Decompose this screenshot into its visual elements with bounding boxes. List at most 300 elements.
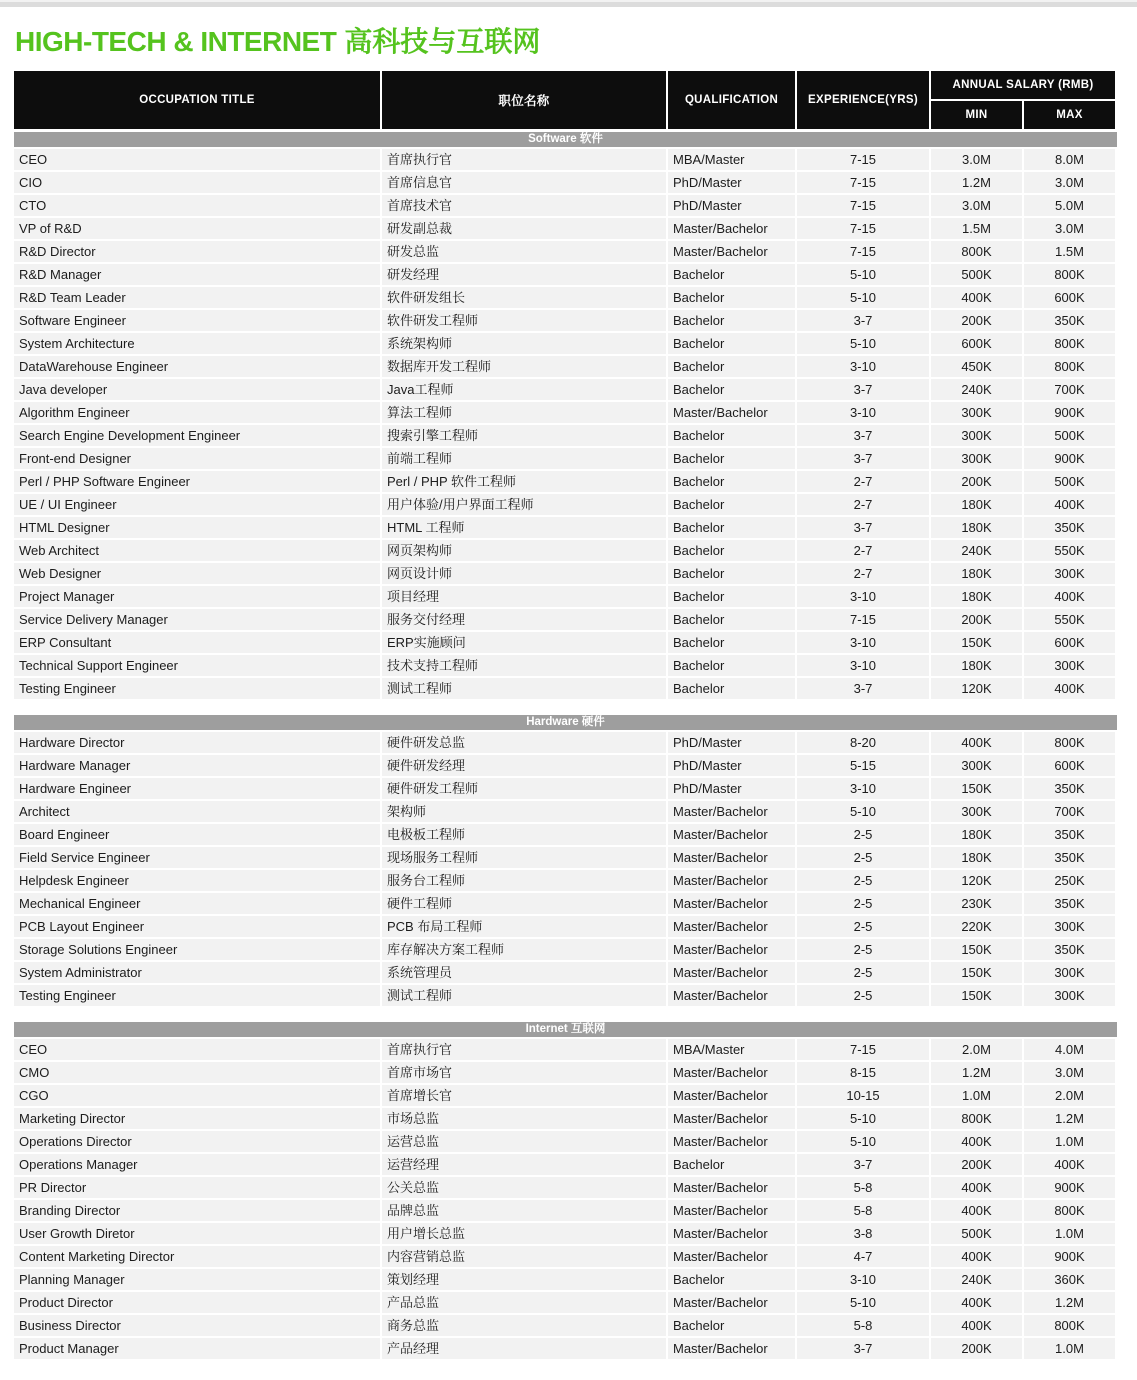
table-row <box>14 655 1117 676</box>
cell-qualification: Bachelor <box>668 333 795 354</box>
table-row <box>14 287 1117 308</box>
cell-salary-max: 300K <box>1024 985 1115 1006</box>
cell-qualification: Master/Bachelor <box>668 1246 795 1267</box>
cell-salary-min: 180K <box>931 847 1022 868</box>
table-row <box>14 916 1117 937</box>
cell-qualification: PhD/Master <box>668 755 795 776</box>
cell-salary-max: 4.0M <box>1024 1039 1115 1060</box>
cell-qualification: Bachelor <box>668 655 795 676</box>
cell-qualification: Bachelor <box>668 563 795 584</box>
cell-salary-max: 350K <box>1024 778 1115 799</box>
cell-chinese-name: 运营经理 <box>382 1154 666 1175</box>
cell-experience: 3-10 <box>797 402 929 423</box>
table-row <box>14 632 1117 653</box>
cell-qualification: Master/Bachelor <box>668 1292 795 1313</box>
cell-occupation: Hardware Manager <box>14 755 380 776</box>
cell-salary-min: 300K <box>931 425 1022 446</box>
cell-salary-max: 800K <box>1024 1315 1115 1336</box>
cell-qualification: Master/Bachelor <box>668 939 795 960</box>
cell-qualification: PhD/Master <box>668 778 795 799</box>
table-row <box>14 678 1117 699</box>
cell-chinese-name: 库存解决方案工程师 <box>382 939 666 960</box>
cell-salary-max: 550K <box>1024 540 1115 561</box>
cell-salary-min: 240K <box>931 379 1022 400</box>
table-row <box>14 218 1117 239</box>
cell-chinese-name: HTML 工程师 <box>382 517 666 538</box>
cell-experience: 7-15 <box>797 1039 929 1060</box>
cell-qualification: MBA/Master <box>668 1039 795 1060</box>
cell-salary-max: 500K <box>1024 471 1115 492</box>
cell-salary-max: 900K <box>1024 448 1115 469</box>
cell-experience: 3-7 <box>797 678 929 699</box>
cell-experience: 7-15 <box>797 609 929 630</box>
cell-occupation: Product Manager <box>14 1338 380 1359</box>
cell-occupation: Planning Manager <box>14 1269 380 1290</box>
table-row <box>14 778 1117 799</box>
cell-experience: 5-8 <box>797 1177 929 1198</box>
cell-salary-min: 150K <box>931 632 1022 653</box>
cell-chinese-name: 前端工程师 <box>382 448 666 469</box>
table-row <box>14 356 1117 377</box>
cell-chinese-name: PCB 布局工程师 <box>382 916 666 937</box>
cell-salary-max: 300K <box>1024 563 1115 584</box>
table-row <box>14 402 1117 423</box>
cell-qualification: Master/Bachelor <box>668 218 795 239</box>
cell-salary-min: 120K <box>931 870 1022 891</box>
cell-chinese-name: 研发总监 <box>382 241 666 262</box>
cell-salary-max: 400K <box>1024 494 1115 515</box>
cell-occupation: Web Designer <box>14 563 380 584</box>
cell-salary-max: 800K <box>1024 264 1115 285</box>
cell-occupation: Web Architect <box>14 540 380 561</box>
cell-salary-max: 400K <box>1024 678 1115 699</box>
cell-occupation: Operations Director <box>14 1131 380 1152</box>
cell-salary-max: 3.0M <box>1024 172 1115 193</box>
cell-occupation: CIO <box>14 172 380 193</box>
cell-chinese-name: 服务台工程师 <box>382 870 666 891</box>
cell-chinese-name: 首席技术官 <box>382 195 666 216</box>
table-row <box>14 586 1117 607</box>
cell-occupation: Java developer <box>14 379 380 400</box>
cell-salary-max: 250K <box>1024 870 1115 891</box>
cell-occupation: Business Director <box>14 1315 380 1336</box>
cell-experience: 8-15 <box>797 1062 929 1083</box>
cell-experience: 3-10 <box>797 1269 929 1290</box>
cell-experience: 3-7 <box>797 310 929 331</box>
cell-salary-max: 1.0M <box>1024 1131 1115 1152</box>
table-row <box>14 755 1117 776</box>
cell-salary-min: 120K <box>931 678 1022 699</box>
table-row <box>14 149 1117 170</box>
cell-salary-min: 200K <box>931 471 1022 492</box>
section-header: Hardware 硬件 <box>14 715 1117 730</box>
cell-chinese-name: 测试工程师 <box>382 985 666 1006</box>
cell-chinese-name: 商务总监 <box>382 1315 666 1336</box>
cell-salary-max: 1.2M <box>1024 1292 1115 1313</box>
cell-occupation: Helpdesk Engineer <box>14 870 380 891</box>
cell-chinese-name: 用户体验/用户界面工程师 <box>382 494 666 515</box>
column-header-chinese-name: 职位名称 <box>382 71 666 129</box>
cell-experience: 3-10 <box>797 356 929 377</box>
cell-experience: 5-10 <box>797 1292 929 1313</box>
cell-qualification: Master/Bachelor <box>668 1108 795 1129</box>
cell-salary-min: 3.0M <box>931 195 1022 216</box>
cell-salary-max: 700K <box>1024 379 1115 400</box>
cell-qualification: Master/Bachelor <box>668 1200 795 1221</box>
cell-experience: 5-10 <box>797 264 929 285</box>
cell-qualification: Bachelor <box>668 310 795 331</box>
cell-chinese-name: 软件研发组长 <box>382 287 666 308</box>
cell-chinese-name: 首席市场官 <box>382 1062 666 1083</box>
cell-chinese-name: 算法工程师 <box>382 402 666 423</box>
cell-occupation: CMO <box>14 1062 380 1083</box>
cell-salary-max: 1.5M <box>1024 241 1115 262</box>
column-header-qualification: QUALIFICATION <box>668 71 795 129</box>
cell-salary-max: 300K <box>1024 962 1115 983</box>
cell-occupation: Technical Support Engineer <box>14 655 380 676</box>
table-row <box>14 471 1117 492</box>
cell-occupation: Branding Director <box>14 1200 380 1221</box>
cell-salary-max: 350K <box>1024 824 1115 845</box>
cell-qualification: PhD/Master <box>668 195 795 216</box>
cell-occupation: Hardware Director <box>14 732 380 753</box>
cell-salary-max: 350K <box>1024 893 1115 914</box>
cell-salary-max: 500K <box>1024 425 1115 446</box>
cell-salary-max: 900K <box>1024 402 1115 423</box>
cell-salary-max: 800K <box>1024 356 1115 377</box>
column-header-salary-max: MAX <box>1024 101 1115 129</box>
cell-experience: 2-5 <box>797 939 929 960</box>
cell-experience: 8-20 <box>797 732 929 753</box>
cell-experience: 10-15 <box>797 1085 929 1106</box>
table-row <box>14 732 1117 753</box>
table-row <box>14 241 1117 262</box>
cell-experience: 5-10 <box>797 287 929 308</box>
cell-experience: 3-7 <box>797 425 929 446</box>
cell-qualification: Bachelor <box>668 586 795 607</box>
cell-experience: 3-8 <box>797 1223 929 1244</box>
cell-chinese-name: 服务交付经理 <box>382 609 666 630</box>
cell-salary-min: 180K <box>931 517 1022 538</box>
cell-salary-min: 800K <box>931 1108 1022 1129</box>
cell-occupation: Field Service Engineer <box>14 847 380 868</box>
cell-salary-min: 200K <box>931 1154 1022 1175</box>
cell-salary-min: 180K <box>931 824 1022 845</box>
cell-qualification: Master/Bachelor <box>668 870 795 891</box>
cell-occupation: CEO <box>14 149 380 170</box>
cell-experience: 5-15 <box>797 755 929 776</box>
cell-salary-max: 800K <box>1024 1200 1115 1221</box>
column-header-salary-min: MIN <box>931 101 1022 129</box>
table-row <box>14 962 1117 983</box>
cell-salary-max: 900K <box>1024 1177 1115 1198</box>
cell-salary-min: 200K <box>931 609 1022 630</box>
cell-salary-max: 400K <box>1024 586 1115 607</box>
cell-chinese-name: 运营总监 <box>382 1131 666 1152</box>
cell-salary-min: 150K <box>931 778 1022 799</box>
cell-qualification: Master/Bachelor <box>668 1131 795 1152</box>
cell-salary-min: 300K <box>931 801 1022 822</box>
cell-chinese-name: 硬件研发总监 <box>382 732 666 753</box>
cell-occupation: Mechanical Engineer <box>14 893 380 914</box>
table-row <box>14 448 1117 469</box>
cell-salary-max: 600K <box>1024 755 1115 776</box>
cell-occupation: CGO <box>14 1085 380 1106</box>
cell-chinese-name: 用户增长总监 <box>382 1223 666 1244</box>
salary-table <box>14 71 1117 1359</box>
cell-chinese-name: 软件研发工程师 <box>382 310 666 331</box>
cell-salary-max: 900K <box>1024 1246 1115 1267</box>
cell-occupation: Hardware Engineer <box>14 778 380 799</box>
cell-occupation: HTML Designer <box>14 517 380 538</box>
table-row <box>14 1269 1117 1290</box>
cell-qualification: Master/Bachelor <box>668 801 795 822</box>
cell-occupation: Board Engineer <box>14 824 380 845</box>
cell-salary-min: 400K <box>931 287 1022 308</box>
cell-qualification: Master/Bachelor <box>668 847 795 868</box>
cell-salary-max: 350K <box>1024 310 1115 331</box>
cell-occupation: PCB Layout Engineer <box>14 916 380 937</box>
cell-experience: 2-5 <box>797 847 929 868</box>
cell-experience: 2-5 <box>797 824 929 845</box>
cell-chinese-name: 首席增长官 <box>382 1085 666 1106</box>
table-row <box>14 517 1117 538</box>
cell-salary-max: 550K <box>1024 609 1115 630</box>
cell-experience: 7-15 <box>797 149 929 170</box>
cell-salary-min: 300K <box>931 402 1022 423</box>
cell-salary-min: 180K <box>931 586 1022 607</box>
table-row <box>14 1108 1117 1129</box>
cell-salary-max: 360K <box>1024 1269 1115 1290</box>
cell-chinese-name: 品牌总监 <box>382 1200 666 1221</box>
cell-qualification: Bachelor <box>668 264 795 285</box>
cell-occupation: CEO <box>14 1039 380 1060</box>
cell-occupation: Perl / PHP Software Engineer <box>14 471 380 492</box>
table-row <box>14 1154 1117 1175</box>
table-row <box>14 172 1117 193</box>
table-row <box>14 939 1117 960</box>
cell-chinese-name: 公关总监 <box>382 1177 666 1198</box>
cell-chinese-name: 首席执行官 <box>382 1039 666 1060</box>
column-header-experience: EXPERIENCE(YRS) <box>797 71 929 129</box>
cell-occupation: System Architecture <box>14 333 380 354</box>
cell-salary-min: 400K <box>931 1315 1022 1336</box>
cell-qualification: Bachelor <box>668 632 795 653</box>
table-row <box>14 195 1117 216</box>
cell-qualification: Master/Bachelor <box>668 824 795 845</box>
cell-experience: 3-10 <box>797 655 929 676</box>
cell-experience: 5-8 <box>797 1200 929 1221</box>
cell-occupation: R&D Team Leader <box>14 287 380 308</box>
cell-occupation: Search Engine Development Engineer <box>14 425 380 446</box>
cell-occupation: System Administrator <box>14 962 380 983</box>
cell-experience: 4-7 <box>797 1246 929 1267</box>
table-row <box>14 824 1117 845</box>
cell-chinese-name: 硬件研发经理 <box>382 755 666 776</box>
cell-salary-min: 600K <box>931 333 1022 354</box>
section-header: Internet 互联网 <box>14 1022 1117 1037</box>
cell-qualification: Bachelor <box>668 609 795 630</box>
table-body <box>14 132 1117 1359</box>
table-row <box>14 1131 1117 1152</box>
cell-salary-max: 2.0M <box>1024 1085 1115 1106</box>
table-row <box>14 264 1117 285</box>
cell-qualification: Master/Bachelor <box>668 402 795 423</box>
cell-occupation: Testing Engineer <box>14 678 380 699</box>
cell-occupation: VP of R&D <box>14 218 380 239</box>
cell-qualification: Bachelor <box>668 356 795 377</box>
page-title-english: HIGH-TECH & INTERNET <box>15 26 337 57</box>
cell-experience: 2-7 <box>797 471 929 492</box>
cell-chinese-name: Java工程师 <box>382 379 666 400</box>
cell-salary-max: 1.0M <box>1024 1338 1115 1359</box>
cell-chinese-name: 搜索引擎工程师 <box>382 425 666 446</box>
cell-qualification: Master/Bachelor <box>668 1062 795 1083</box>
cell-salary-min: 240K <box>931 540 1022 561</box>
cell-salary-min: 1.2M <box>931 1062 1022 1083</box>
cell-occupation: Marketing Director <box>14 1108 380 1129</box>
cell-chinese-name: 数据库开发工程师 <box>382 356 666 377</box>
table-row <box>14 1292 1117 1313</box>
cell-salary-min: 150K <box>931 985 1022 1006</box>
cell-experience: 2-5 <box>797 893 929 914</box>
cell-occupation: Testing Engineer <box>14 985 380 1006</box>
cell-salary-min: 200K <box>931 310 1022 331</box>
cell-qualification: Bachelor <box>668 379 795 400</box>
table-row <box>14 870 1117 891</box>
cell-occupation: Front-end Designer <box>14 448 380 469</box>
cell-qualification: Master/Bachelor <box>668 1177 795 1198</box>
cell-qualification: Master/Bachelor <box>668 1223 795 1244</box>
cell-occupation: Product Director <box>14 1292 380 1313</box>
cell-salary-max: 1.2M <box>1024 1108 1115 1129</box>
cell-experience: 7-15 <box>797 195 929 216</box>
table-row <box>14 609 1117 630</box>
cell-experience: 7-15 <box>797 172 929 193</box>
cell-qualification: Master/Bachelor <box>668 893 795 914</box>
cell-salary-min: 400K <box>931 1131 1022 1152</box>
cell-salary-max: 800K <box>1024 333 1115 354</box>
cell-occupation: ERP Consultant <box>14 632 380 653</box>
cell-salary-min: 150K <box>931 962 1022 983</box>
cell-salary-max: 5.0M <box>1024 195 1115 216</box>
table-row <box>14 379 1117 400</box>
cell-chinese-name: 产品经理 <box>382 1338 666 1359</box>
cell-chinese-name: 首席信息官 <box>382 172 666 193</box>
table-row <box>14 563 1117 584</box>
cell-salary-min: 3.0M <box>931 149 1022 170</box>
cell-salary-max: 600K <box>1024 632 1115 653</box>
cell-occupation: Operations Manager <box>14 1154 380 1175</box>
cell-experience: 3-7 <box>797 517 929 538</box>
cell-qualification: Bachelor <box>668 287 795 308</box>
cell-chinese-name: 测试工程师 <box>382 678 666 699</box>
cell-experience: 3-7 <box>797 448 929 469</box>
cell-experience: 2-5 <box>797 870 929 891</box>
cell-experience: 7-15 <box>797 241 929 262</box>
cell-salary-min: 230K <box>931 893 1022 914</box>
cell-occupation: UE / UI Engineer <box>14 494 380 515</box>
cell-qualification: Bachelor <box>668 471 795 492</box>
cell-salary-min: 400K <box>931 1200 1022 1221</box>
cell-experience: 5-10 <box>797 1131 929 1152</box>
cell-experience: 3-7 <box>797 1338 929 1359</box>
cell-salary-min: 500K <box>931 1223 1022 1244</box>
cell-salary-min: 180K <box>931 655 1022 676</box>
cell-salary-min: 400K <box>931 1177 1022 1198</box>
cell-qualification: Master/Bachelor <box>668 985 795 1006</box>
cell-chinese-name: 产品总监 <box>382 1292 666 1313</box>
table-row <box>14 801 1117 822</box>
table-row <box>14 1338 1117 1359</box>
cell-qualification: Master/Bachelor <box>668 1085 795 1106</box>
cell-occupation: PR Director <box>14 1177 380 1198</box>
cell-occupation: CTO <box>14 195 380 216</box>
cell-experience: 5-10 <box>797 801 929 822</box>
cell-salary-max: 350K <box>1024 847 1115 868</box>
cell-chinese-name: 内容营销总监 <box>382 1246 666 1267</box>
cell-salary-min: 1.2M <box>931 172 1022 193</box>
cell-chinese-name: 电极板工程师 <box>382 824 666 845</box>
cell-qualification: MBA/Master <box>668 149 795 170</box>
cell-experience: 5-8 <box>797 1315 929 1336</box>
cell-salary-min: 150K <box>931 939 1022 960</box>
cell-salary-min: 220K <box>931 916 1022 937</box>
cell-salary-max: 350K <box>1024 939 1115 960</box>
cell-salary-min: 1.0M <box>931 1085 1022 1106</box>
cell-chinese-name: 现场服务工程师 <box>382 847 666 868</box>
cell-salary-max: 3.0M <box>1024 218 1115 239</box>
cell-experience: 5-10 <box>797 1108 929 1129</box>
cell-chinese-name: 系统管理员 <box>382 962 666 983</box>
cell-salary-min: 180K <box>931 494 1022 515</box>
cell-salary-min: 400K <box>931 732 1022 753</box>
cell-experience: 2-5 <box>797 962 929 983</box>
cell-occupation: R&D Manager <box>14 264 380 285</box>
cell-qualification: PhD/Master <box>668 172 795 193</box>
table-row <box>14 985 1117 1006</box>
cell-qualification: Bachelor <box>668 448 795 469</box>
cell-salary-max: 800K <box>1024 732 1115 753</box>
cell-salary-max: 350K <box>1024 517 1115 538</box>
cell-qualification: Bachelor <box>668 1154 795 1175</box>
cell-chinese-name: 架构师 <box>382 801 666 822</box>
cell-qualification: Master/Bachelor <box>668 1338 795 1359</box>
table-row <box>14 540 1117 561</box>
table-row <box>14 1246 1117 1267</box>
cell-salary-min: 500K <box>931 264 1022 285</box>
cell-occupation: Software Engineer <box>14 310 380 331</box>
cell-occupation: Architect <box>14 801 380 822</box>
cell-salary-min: 400K <box>931 1292 1022 1313</box>
cell-qualification: Master/Bachelor <box>668 962 795 983</box>
cell-salary-min: 800K <box>931 241 1022 262</box>
cell-qualification: Bachelor <box>668 678 795 699</box>
cell-experience: 3-7 <box>797 379 929 400</box>
cell-chinese-name: 硬件研发工程师 <box>382 778 666 799</box>
cell-salary-max: 8.0M <box>1024 149 1115 170</box>
cell-salary-max: 400K <box>1024 1154 1115 1175</box>
table-row <box>14 1085 1117 1106</box>
cell-salary-min: 240K <box>931 1269 1022 1290</box>
table-row <box>14 1200 1117 1221</box>
table-row <box>14 1177 1117 1198</box>
cell-chinese-name: ERP实施顾问 <box>382 632 666 653</box>
cell-experience: 3-7 <box>797 1154 929 1175</box>
page-top-edge <box>0 0 1137 7</box>
cell-salary-max: 300K <box>1024 655 1115 676</box>
cell-chinese-name: 市场总监 <box>382 1108 666 1129</box>
